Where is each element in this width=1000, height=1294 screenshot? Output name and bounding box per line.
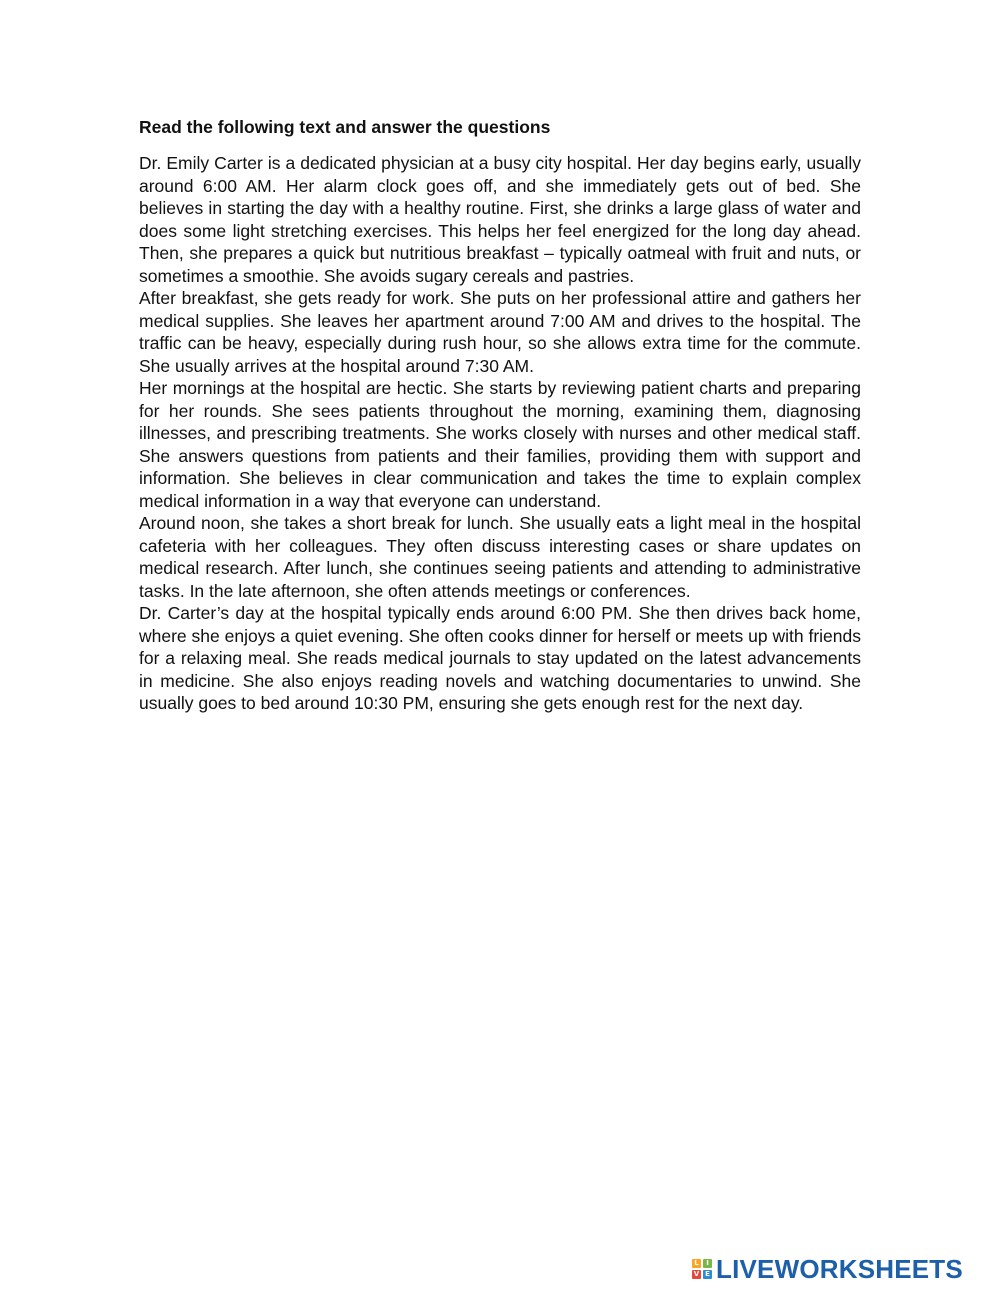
paragraph-morning-routine: Dr. Emily Carter is a dedicated physician at a busy city hospital. Her day begins early, usually around 6:00 AM. Her alarm clock goes off, and she immediately gets out of bed. She believes in starting the day with a healthy routine. First, she drinks a large glass of water and does some light stretching exercises. This helps her feel energized for the long day ahead. Then, she prepares a quick but nutritious breakfast – typically oatmeal with fruit and nuts, or sometimes a smoothie. She avoids sugary cereals and pastries.	[139, 153, 861, 286]
paragraph-evening: Dr. Carter’s day at the hospital typically ends around 6:00 PM. She then drives back home, where she enjoys a quiet evening. She often cooks dinner for herself or meets up with friends for a relaxing meal. She reads medical journals to stay updated on the latest advancements in medicine. She also enjoys reading novels and watching documentaries to unwind. She usually goes to bed around 10:30 PM, ensuring she gets enough rest for the next day.	[139, 603, 861, 713]
liveworksheets-logo-icon	[692, 1259, 712, 1279]
paragraph-hospital-mornings: Her mornings at the hospital are hectic. She starts by reviewing patient charts and preparing for her rounds. She sees patients throughout the morning, examining them, diagnosing illnesses, and prescribing treatments. She works closely with nurses and other medical staff. She answers questions from patients and their families, providing them with support and information. She believes in clear communication and takes the time to explain complex medical information in a way that everyone can understand.	[139, 378, 861, 511]
reading-passage	[139, 115, 861, 715]
liveworksheets-logo	[692, 1255, 992, 1283]
logo-mark-tile-e: E	[703, 1270, 712, 1279]
paragraph-lunch: Around noon, she takes a short break for lunch. She usually eats a light meal in the hospital cafeteria with her colleagues. They often discuss interesting cases or share updates on medical research. After lunch, she continues seeing patients and attending to administrative tasks. In the late afternoon, she often attends meetings or conferences.	[139, 513, 861, 601]
paragraph-commute: After breakfast, she gets ready for work. She puts on her professional attire and gathers her medical supplies. She leaves her apartment around 7:00 AM and drives to the hospital. The traffic can be heavy, especially during rush hour, so she allows extra time for the commute. She usually arrives at the hospital around 7:30 AM.	[139, 288, 861, 376]
logo-mark-tile-v: V	[693, 1270, 700, 1278]
instructions-heading: Read the following text and answer the questions	[139, 117, 551, 137]
logo-wordmark: LIVEWORKSHEETS	[716, 1254, 963, 1284]
logo-mark-tile-i: I	[703, 1259, 712, 1268]
logo-mark-tile-l: L	[692, 1259, 701, 1268]
